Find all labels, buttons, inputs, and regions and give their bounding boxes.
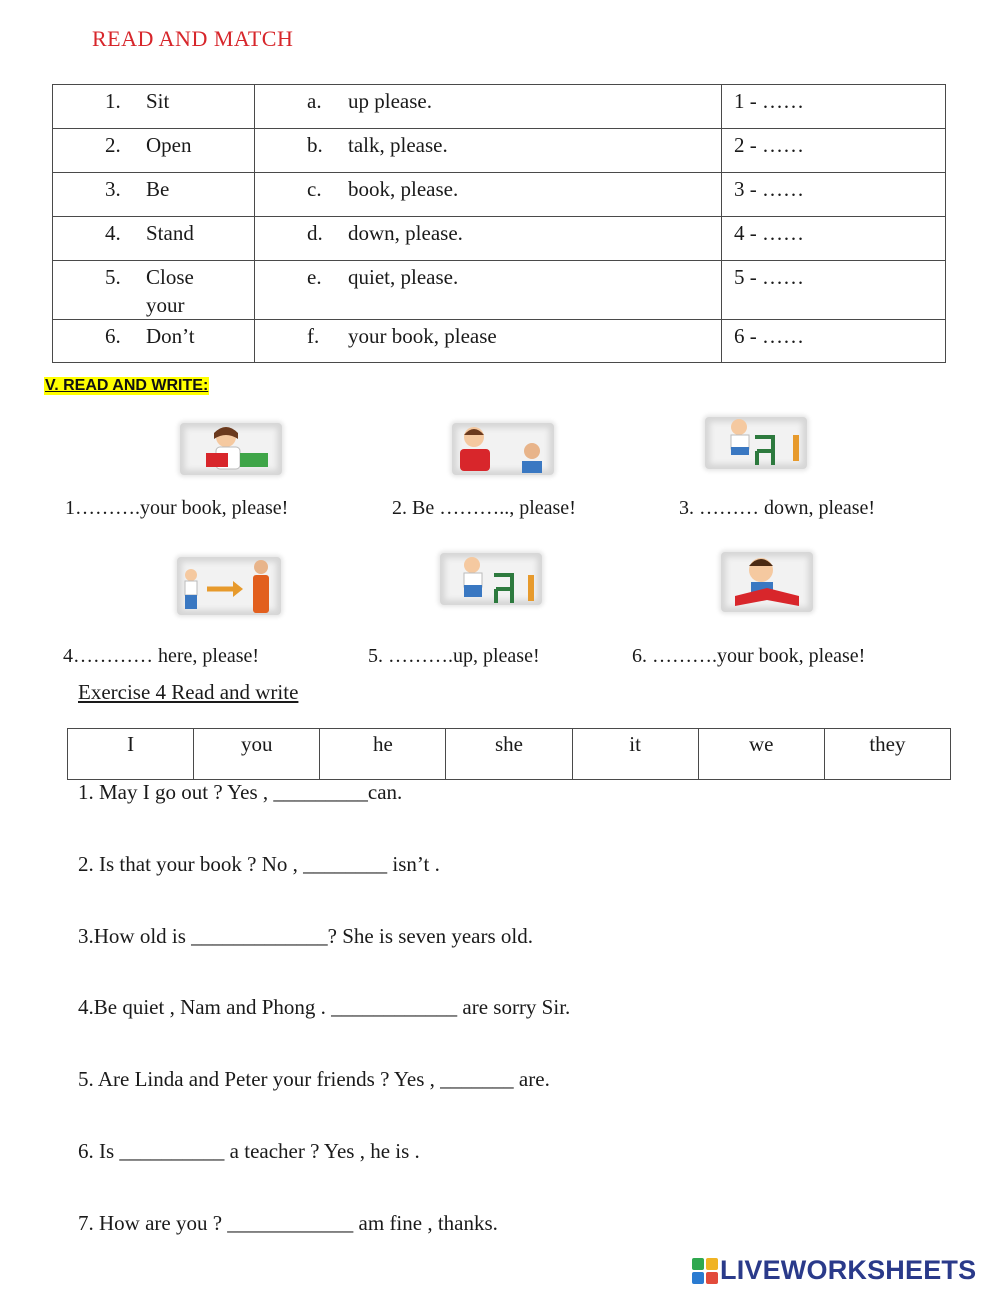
sentence-4: 4………… here, please! <box>63 645 260 667</box>
match-row <box>53 129 946 173</box>
pronoun-cell: we <box>698 729 824 780</box>
match-table <box>52 84 946 363</box>
match-phrase <box>255 320 721 350</box>
item-word-wrap <box>146 87 169 115</box>
match-phrase <box>255 261 721 291</box>
match-word-cell <box>53 217 255 261</box>
item-word: Be <box>146 177 170 201</box>
item-word: Close <box>146 265 194 289</box>
page-title: READ AND MATCH <box>92 26 294 51</box>
match-phrase-cell <box>255 85 722 129</box>
boy-sitting-chair-icon <box>705 417 807 469</box>
teacher-quiet-gesture-icon <box>452 423 554 475</box>
answer-cell[interactable] <box>722 261 946 320</box>
answer-blank[interactable]: 2 - …… <box>734 133 804 157</box>
girl-reading-book-icon <box>180 423 282 475</box>
answer-blank[interactable]: 5 - …… <box>734 265 804 289</box>
match-word <box>53 129 254 159</box>
item-word: Don’t <box>146 324 195 348</box>
match-phrase-cell <box>255 173 722 217</box>
answer-blank[interactable]: 1 - …… <box>734 89 804 113</box>
pronoun-cell: I <box>68 729 194 780</box>
match-row <box>53 173 946 217</box>
item-letter: f. <box>307 324 320 348</box>
item-word-line2: your <box>146 293 185 317</box>
match-phrase-cell <box>255 129 722 173</box>
pronoun-cell: she <box>446 729 572 780</box>
match-word <box>53 173 254 203</box>
match-word <box>53 85 254 115</box>
match-phrase <box>255 85 721 115</box>
item-word: Open <box>146 133 192 157</box>
match-row <box>53 320 946 363</box>
item-number: 1. <box>105 89 121 113</box>
sentence-2: 2. Be ……….., please! <box>392 497 576 519</box>
sentence-5: 5. ……….up, please! <box>368 645 540 667</box>
item-word-wrap <box>146 322 195 350</box>
item-word-wrap <box>146 131 192 159</box>
match-phrase <box>255 173 721 203</box>
item-phrase: down, please. <box>348 221 463 245</box>
item-number: 5. <box>105 265 121 289</box>
item-letter: e. <box>307 265 322 289</box>
item-phrase: up please. <box>348 89 432 113</box>
question-2: 2. Is that your book ? No , ________ isn’t . <box>78 852 440 876</box>
item-word-wrap <box>146 175 169 203</box>
item-number: 3. <box>105 177 121 201</box>
item-word-wrap <box>146 263 194 319</box>
match-word <box>53 217 254 247</box>
match-word-cell <box>53 129 255 173</box>
item-phrase: your book, please <box>348 324 497 348</box>
answer-blank[interactable]: 6 - …… <box>734 324 804 348</box>
boy-stand-up-icon <box>440 553 542 605</box>
pronoun-cell: it <box>572 729 698 780</box>
question-7: 7. How are you ? ____________ am fine , thanks. <box>78 1211 498 1235</box>
item-letter: d. <box>307 221 323 245</box>
match-phrase <box>255 129 721 159</box>
pronoun-cell: he <box>320 729 446 780</box>
match-word-cell <box>53 85 255 129</box>
answer-cell[interactable] <box>722 217 946 261</box>
match-phrase <box>255 217 721 247</box>
match-phrase-cell <box>255 320 722 363</box>
match-phrase-cell <box>255 261 722 320</box>
section-heading: V. READ AND WRITE: <box>45 377 209 394</box>
match-row <box>53 217 946 261</box>
question-5: 5. Are Linda and Peter your friends ? Yes , _______ are. <box>78 1067 550 1091</box>
sentence-1: 1……….your book, please! <box>65 497 289 519</box>
sentence-6: 6. ……….your book, please! <box>632 645 866 667</box>
answer-cell[interactable] <box>722 320 946 363</box>
question-4: 4.Be quiet , Nam and Phong . ____________ are sorry Sir. <box>78 995 571 1019</box>
pronoun-cell: you <box>194 729 320 780</box>
pronoun-cell: they <box>824 729 950 780</box>
sentence-3: 3. ……… down, please! <box>679 497 876 519</box>
exercise-title: Exercise 4 Read and write <box>78 680 299 704</box>
answer-cell[interactable] <box>722 173 946 217</box>
match-word-cell <box>53 320 255 363</box>
match-word <box>53 320 254 350</box>
logo-text: LIVEWORKSHEETS <box>720 1255 977 1285</box>
match-word <box>53 261 254 319</box>
item-number: 4. <box>105 221 121 245</box>
answer-blank[interactable]: 4 - …… <box>734 221 804 245</box>
match-row <box>53 261 946 320</box>
question-3: 3.How old is _____________? She is seven years old. <box>78 924 533 948</box>
liveworksheets-logo[interactable] <box>692 1255 976 1286</box>
match-row <box>53 85 946 129</box>
item-letter: c. <box>307 177 322 201</box>
question-1: 1. May I go out ? Yes , _________can. <box>78 780 403 804</box>
item-word: Sit <box>146 89 170 113</box>
item-word: Stand <box>146 221 194 245</box>
item-letter: b. <box>307 133 323 157</box>
item-phrase: quiet, please. <box>348 265 459 289</box>
match-phrase-cell <box>255 217 722 261</box>
answer-cell[interactable] <box>722 85 946 129</box>
item-word-wrap <box>146 219 194 247</box>
answer-blank[interactable]: 3 - …… <box>734 177 804 201</box>
item-phrase: book, please. <box>348 177 459 201</box>
match-word-cell <box>53 261 255 320</box>
item-number: 2. <box>105 133 121 157</box>
answer-cell[interactable] <box>722 129 946 173</box>
question-6: 6. Is __________ a teacher ? Yes , he is . <box>78 1139 420 1163</box>
item-phrase: talk, please. <box>348 133 448 157</box>
boy-come-here-icon <box>177 557 281 615</box>
logo-mark-icon <box>692 1258 718 1284</box>
item-letter: a. <box>307 89 322 113</box>
boy-open-book-icon <box>721 552 813 612</box>
item-number: 6. <box>105 324 121 348</box>
match-word-cell <box>53 173 255 217</box>
pronoun-table <box>67 728 951 780</box>
